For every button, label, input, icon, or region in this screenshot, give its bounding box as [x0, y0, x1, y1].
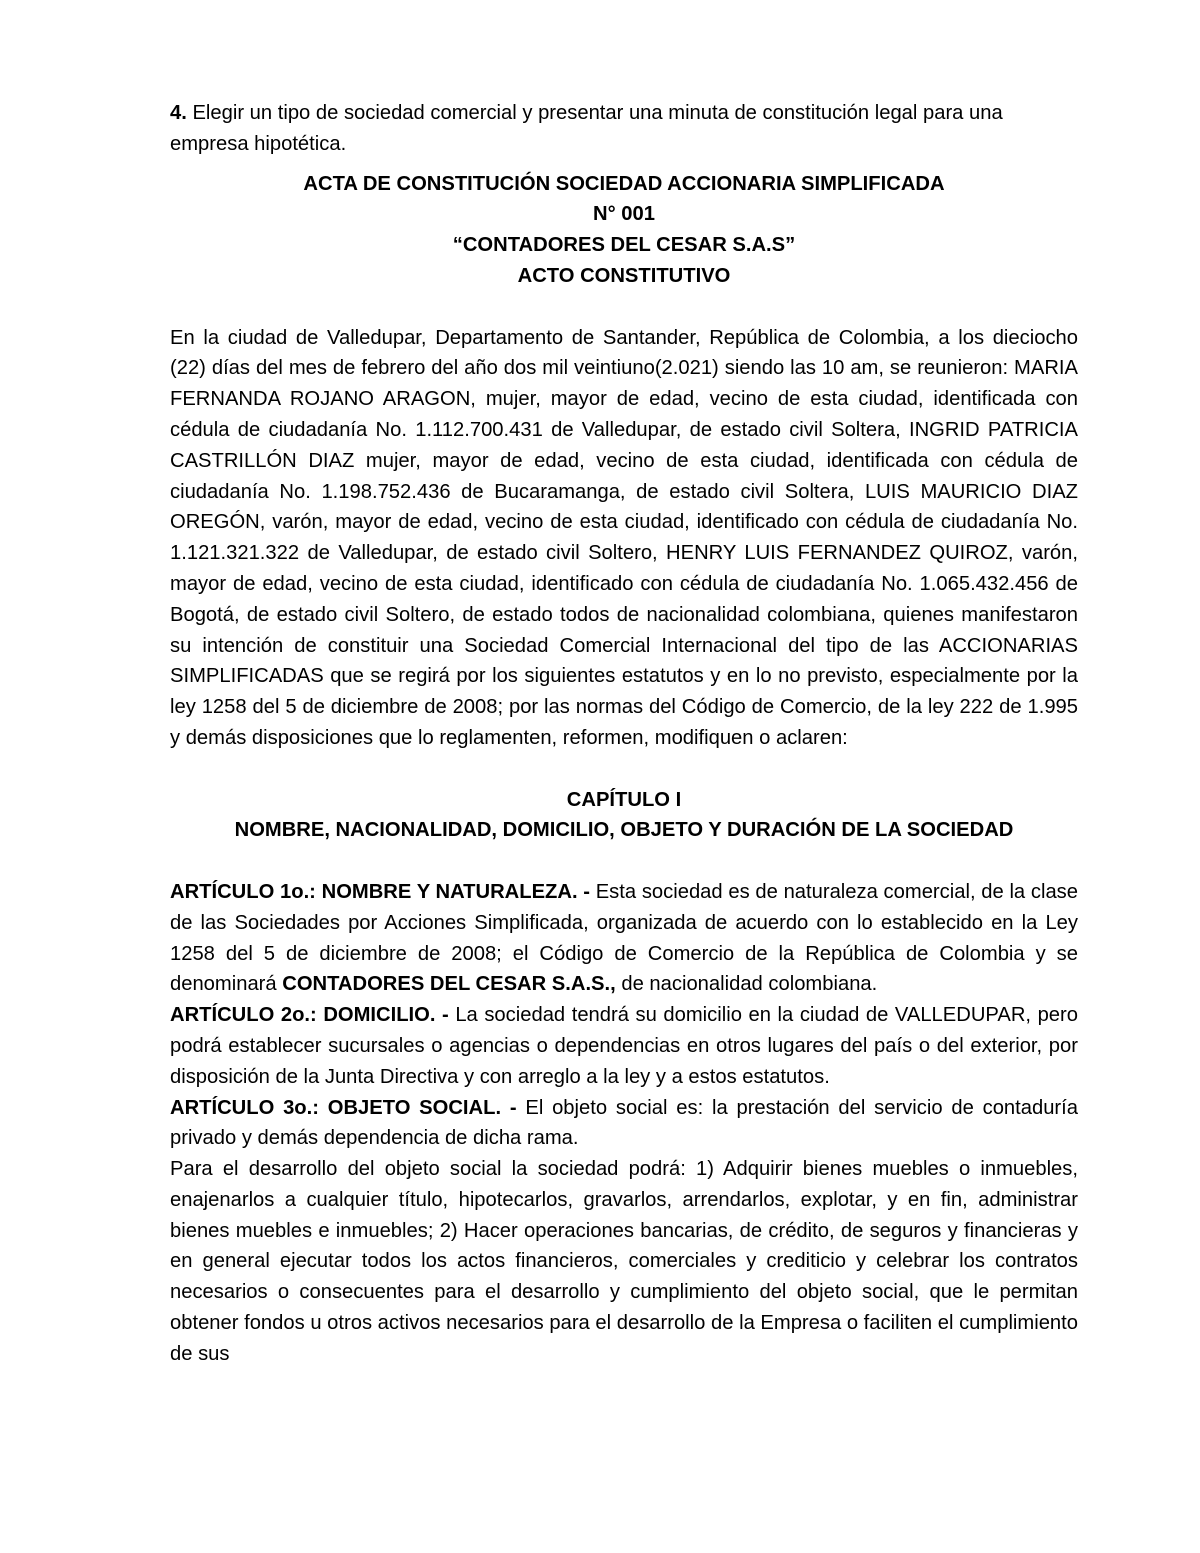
preamble-paragraph: En la ciudad de Valledupar, Departamento de Santander, República de Colombia, a los dieciocho (22) días del mes de febrero del año dos mil veintiuno(2.021) siendo las 10 am, se reunieron: MARIA FERNANDA ROJANO ARAGON, mujer, mayor de edad, vecino de esta ciudad, identificada con cédula de ciudadanía No. 1.112.700.431 de Valledupar, de estado civil Soltera, INGRID PATRICIA CASTRILLÓN DIAZ mujer, mayor de edad, vecino de esta ciudad, identificada con cédula de ciudadanía No. 1.198.752.436 de Bucaramanga, de estado civil Soltera, LUIS MAURICIO DIAZ OREGÓN, varón, mayor de edad, vecino de esta ciudad, identificado con cédula de ciudadanía No. 1.121.321.322 de Valledupar, de estado civil Soltero, HENRY LUIS FERNANDEZ QUIROZ, varón, mayor de edad, vecino de esta ciudad, identificado con cédula de ciudadanía No. 1.065.432.456 de Bogotá, de estado civil Soltero, de estado todos de nacionalidad colombiana, quienes manifestaron su intención de constituir una Sociedad Comercial Internacional del tipo de las ACCIONARIAS SIMPLIFICADAS que se regirá por los siguientes estatutos y en lo no previsto, especialmente por la ley 1258 del 5 de diciembre de 2008; por las normas del Código de Comercio, de la ley 222 de 1.995 y demás disposiciones que lo reglamenten, reformen, modifiquen o aclaren: — [170, 326, 1078, 749]
article-2-text: La sociedad tendrá su domicilio en la ciudad de VALLEDUPAR, pero podrá establecer sucursales o agencias o dependencias en otros lugares del país o del exterior, por disposición de la Junta Directiva y con arreglo a la ley y a estos estatutos. — [170, 1004, 1078, 1088]
spacer — [170, 292, 1078, 323]
article-1-tail: de nacionalidad colombiana. — [615, 973, 878, 996]
article-3-text: El objeto social es: la prestación del servicio de contaduría privado y demás dependencia de dicha rama. — [170, 1096, 1078, 1150]
chapter-heading — [170, 785, 1078, 847]
article-3-heading: ARTÍCULO 3o.: OBJETO SOCIAL. - — [170, 1096, 517, 1119]
document-subtitle: ACTO CONSTITUTIVO — [517, 264, 731, 287]
intro-paragraph — [170, 98, 1078, 160]
article-2 — [170, 1000, 1078, 1092]
article-1-heading: ARTÍCULO 1o.: NOMBRE Y NATURALEZA. - — [170, 880, 590, 903]
company-name: “CONTADORES DEL CESAR S.A.S” — [452, 234, 796, 257]
intro-number: 4. — [170, 102, 187, 124]
article-1-text: Esta sociedad es de naturaleza comercial, de la clase de las Sociedades por Acciones Simplificada, organizada de acuerdo con lo establecido en la Ley 1258 del 5 de diciembre de 2008; el Código de Comercio de la República de Colombia y se denominará — [170, 880, 1078, 996]
chapter-title: CAPÍTULO I — [566, 788, 682, 811]
article-3 — [170, 1093, 1078, 1155]
article-2-heading: ARTÍCULO 2o.: DOMICILIO. - — [170, 1004, 449, 1027]
article-1-company-name: CONTADORES DEL CESAR S.A.S., — [282, 973, 616, 996]
spacer — [170, 754, 1078, 785]
spacer — [170, 846, 1078, 877]
article-1 — [170, 877, 1078, 1000]
document-header — [170, 169, 1078, 292]
document-title: ACTA DE CONSTITUCIÓN SOCIEDAD ACCIONARIA SIMPLIFICADA — [303, 172, 945, 195]
document-number: N° 001 — [593, 203, 655, 226]
intro-text: Elegir un tipo de sociedad comercial y presentar una minuta de constitución legal para una empresa hipotética. — [170, 102, 1003, 155]
article-3-paragraph: Para el desarrollo del objeto social la sociedad podrá: 1) Adquirir bienes muebles o inmuebles, enajenarlos a cualquier título, hipotecarlos, gravarlos, arrendarlos, explotar, y en fin, administrar bienes muebles e inmuebles; 2) Hacer operaciones bancarias, de crédito, de seguros y financieras y en general ejecutar todos los actos financieros, comerciales y crediticio y celebrar los contratos necesarios o consecuentes para el desarrollo y cumplimiento del objeto social, que le permitan obtener fondos u otros activos necesarios para el desarrollo de la Empresa o faciliten el cumplimiento de sus — [170, 1158, 1078, 1365]
chapter-subtitle: NOMBRE, NACIONALIDAD, DOMICILIO, OBJETO Y DURACIÓN DE LA SOCIEDAD — [234, 819, 1014, 842]
document-page — [170, 98, 1078, 1370]
